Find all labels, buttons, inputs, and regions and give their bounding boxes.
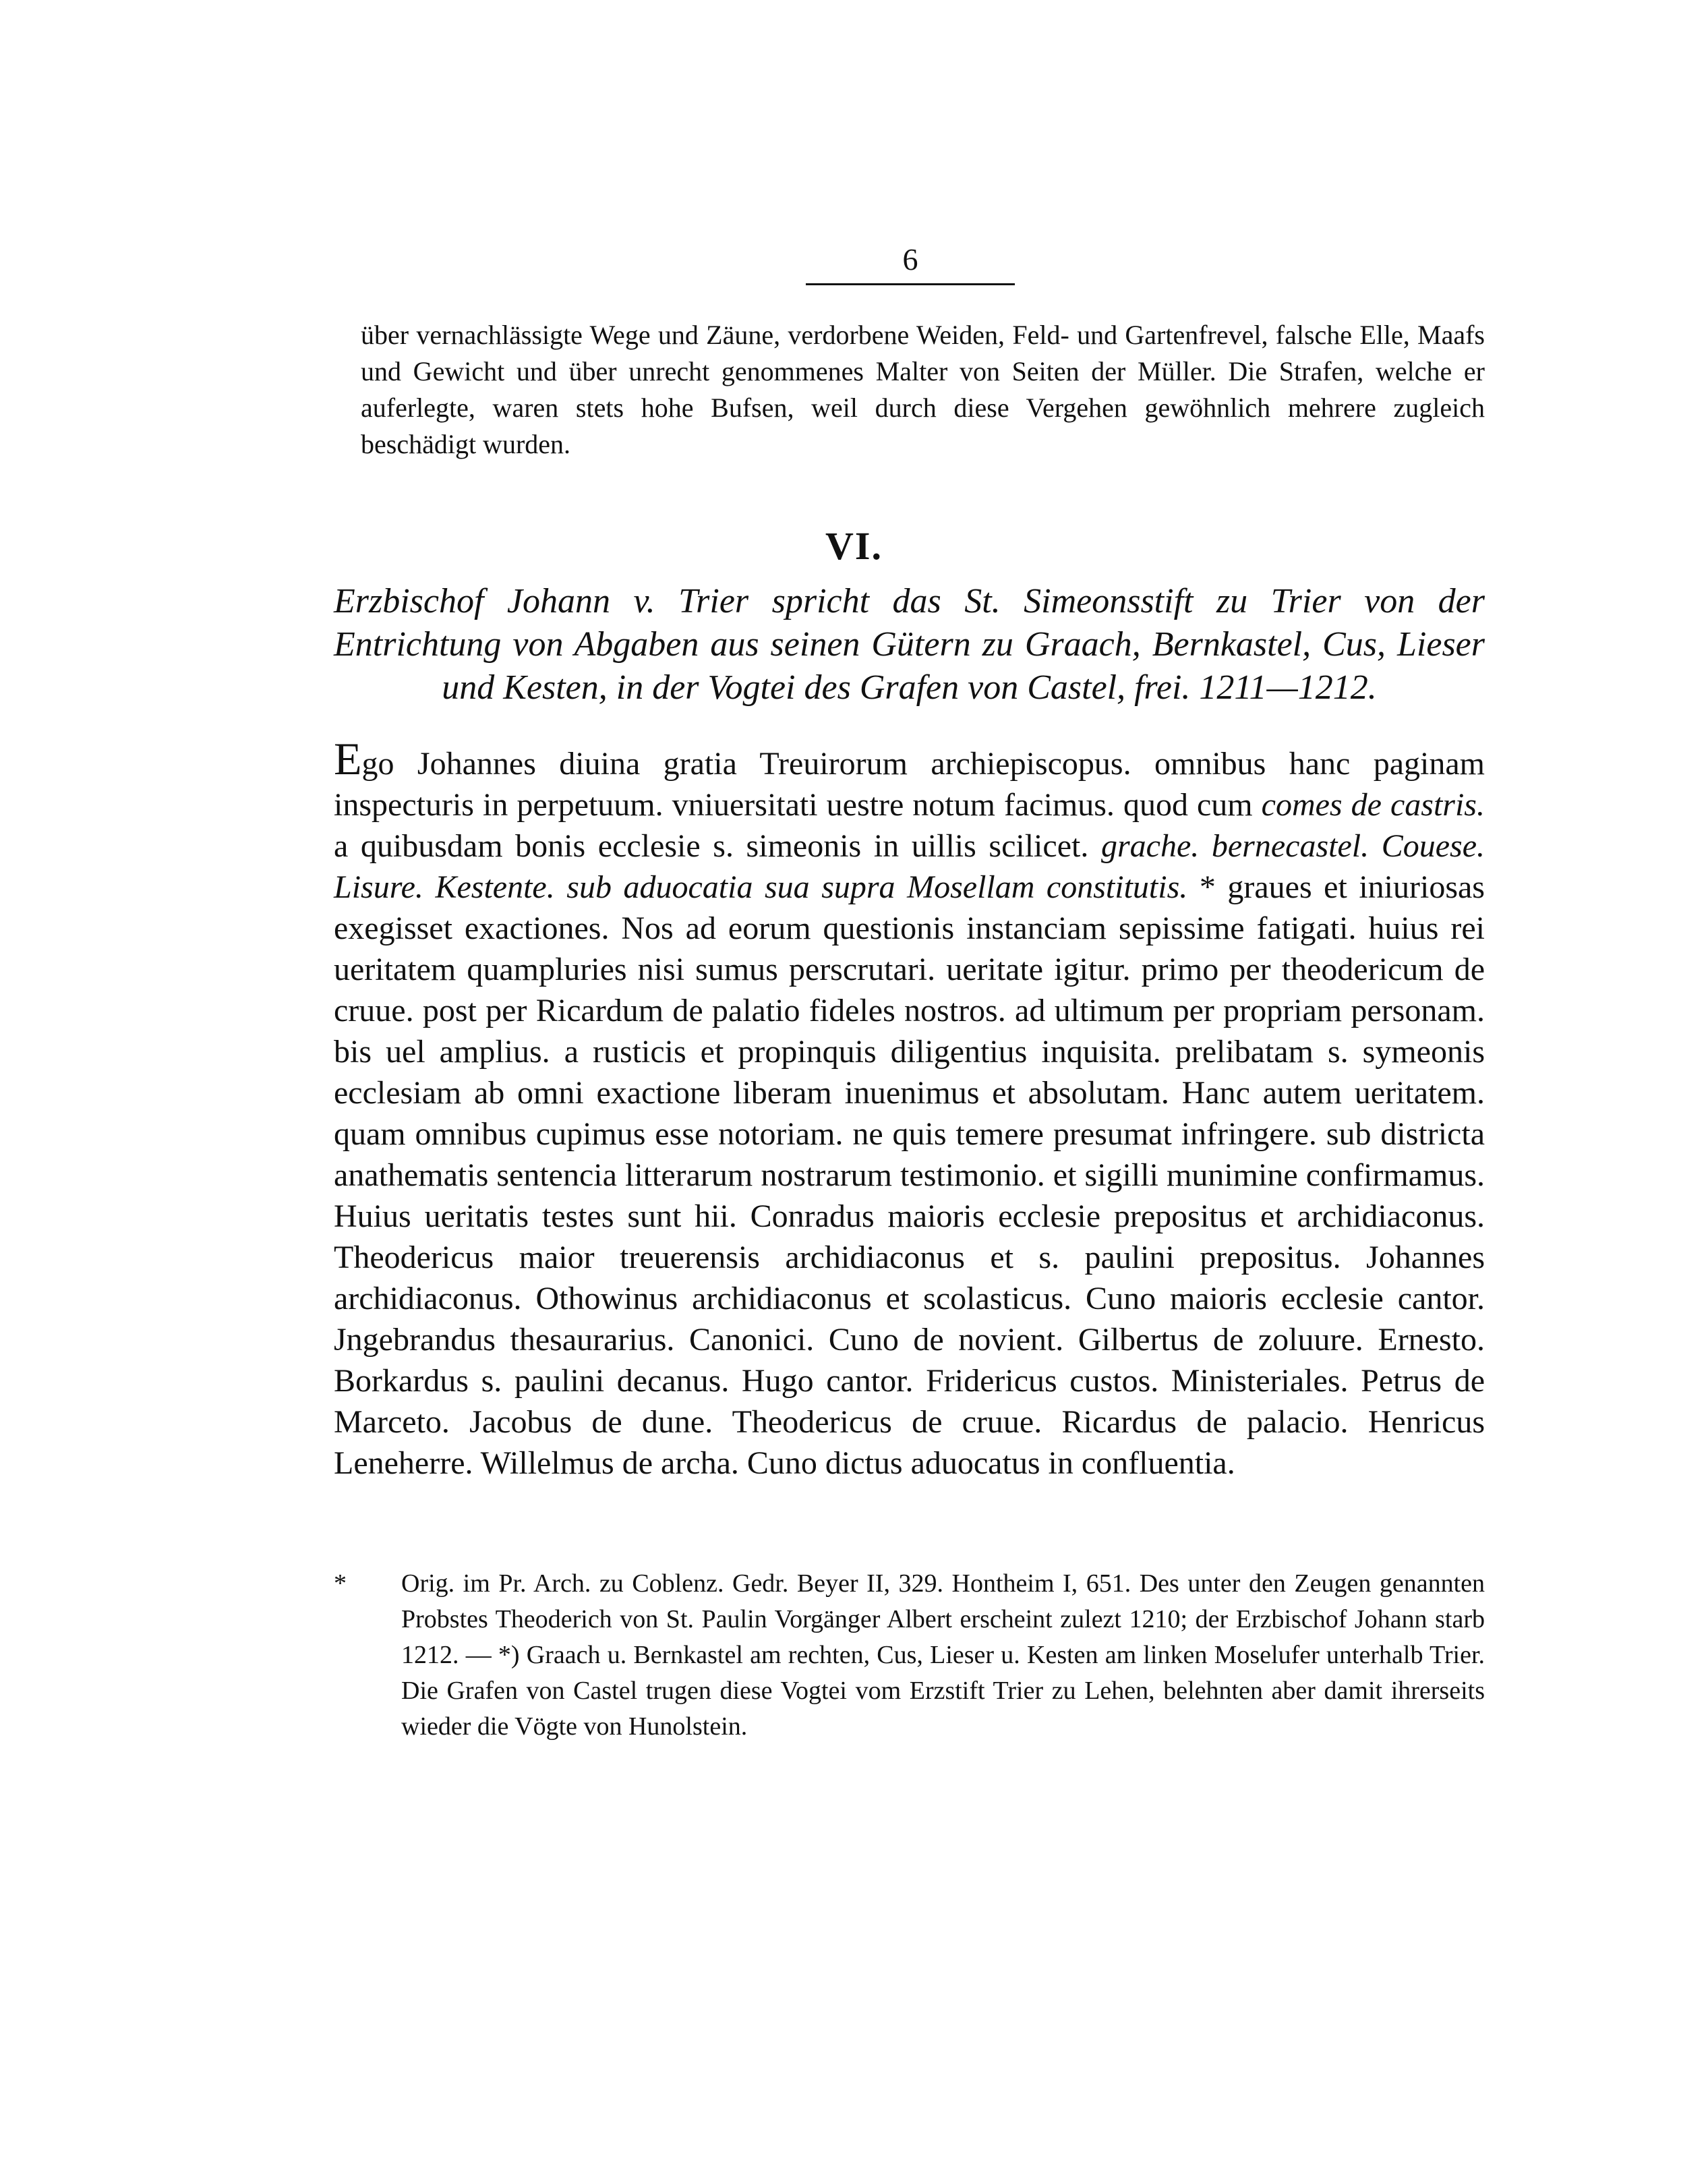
- footnote: [334, 1566, 1485, 1745]
- intro-paragraph: über vernachlässigte Wege und Zäune, verdorbene Weiden, Feld- und Gartenfrevel, falsche Elle, Maafs und Gewicht und über unrecht genommenes Malter von Seiten der Müller. Die Strafen, welche er auferlegte, waren stets hohe Bufsen, weil durch diese Vergehen gewöhnlich mehrere zugleich beschädigt wurden.: [361, 320, 1485, 459]
- section-numeral: VI.: [825, 524, 883, 568]
- footnote-text: Orig. im Pr. Arch. zu Coblenz. Gedr. Beyer II, 329. Hontheim I, 651. Des unter den Zeugen genannten Probstes Theoderich von St. Paulin Vorgänger Albert erscheint zulezt 1210; der Erzbischof Johann starb 1212. — *) Graach u. Bernkastel am rechten, Cus, Lieser u. Kesten am linken Moselufer unterhalb Trier. Die Grafen von Castel trugen diese Vogtei vom Erzstift Trier zu Lehen, belehnten aber damit ihrerseits wieder die Vögte von Hunolstein.: [401, 1569, 1485, 1741]
- section-title: Erzbischof Johann v. Trier spricht das St. Simeonsstift zu Trier von der Entrichtung von Abgaben aus seinen Gütern zu Graach, Bernkastel, Cus, Lieser und Kesten, in der Vogtei des Grafen von Castel, frei. 1211—1212.: [334, 582, 1485, 707]
- charter-text: [334, 733, 1485, 1484]
- footnote-mark: *: [334, 1569, 347, 1598]
- charter-text-part: * graues et iniuriosas exegisset exactiones. Nos ad eorum questionis instanciam sepissime fatigati. huius rei ueritatem quampluries nisi sumus perscrutari. ueritate igitur. primo per theodericum de cruue. post per Ricardum de palatio fideles nostros. ad ultimum per propriam personam. bis uel amplius. a rusticis et propinquis diligentius inquisita. prelibatam s. symeonis ecclesiam ab omni exactione liberam inuenimus et absolutam. Hanc autem ueritatem. quam omnibus cupimus esse notoriam. ne quis temere presumat infringere. sub districta anathematis sentencia litterarum nostrarum testimonio. et sigilli munimine confirmamus. Huius ueritatis testes sunt hii. Conradus maioris ecclesie prepositus et archidiaconus. Theodericus maior treuerensis archidiaconus et s. paulini prepositus. Johannes archidiaconus. Othowinus archidiaconus et scolasticus. Cuno maioris ecclesie cantor. Jngebrandus thesaurarius. Canonici. Cuno de novient. Gilbertus de zoluure. Ernesto. Borkardus s. paulini decanus. Hugo cantor. Fridericus custos. Ministeriales. Petrus de Marceto. Jacobus de dune. Theodericus de cruue. Ricardus de palacio. Henricus Leneherre. Willelmus de archa. Cuno dictus aduocatus in confluentia.: [334, 869, 1485, 1481]
- charter-italic-text: comes de castris.: [1261, 787, 1485, 823]
- charter-text-part: go Johannes diuina gratia Treuirorum archiepiscopus. omnibus hanc paginam inspecturis in perpetuum. vniuersitati uestre notum facimus. quod cum: [334, 746, 1485, 823]
- header-rule: [806, 283, 1015, 285]
- charter-text-part: a quibusdam bonis ecclesie s. simeonis in uillis scilicet.: [334, 828, 1101, 864]
- charter-initial: E: [334, 733, 362, 784]
- page-number: 6: [902, 242, 918, 277]
- charter-italic-text: grache. bernecastel. Couese. Lisure. Kestente. sub aduocatia sua supra Mosellam constitutis.: [334, 828, 1485, 905]
